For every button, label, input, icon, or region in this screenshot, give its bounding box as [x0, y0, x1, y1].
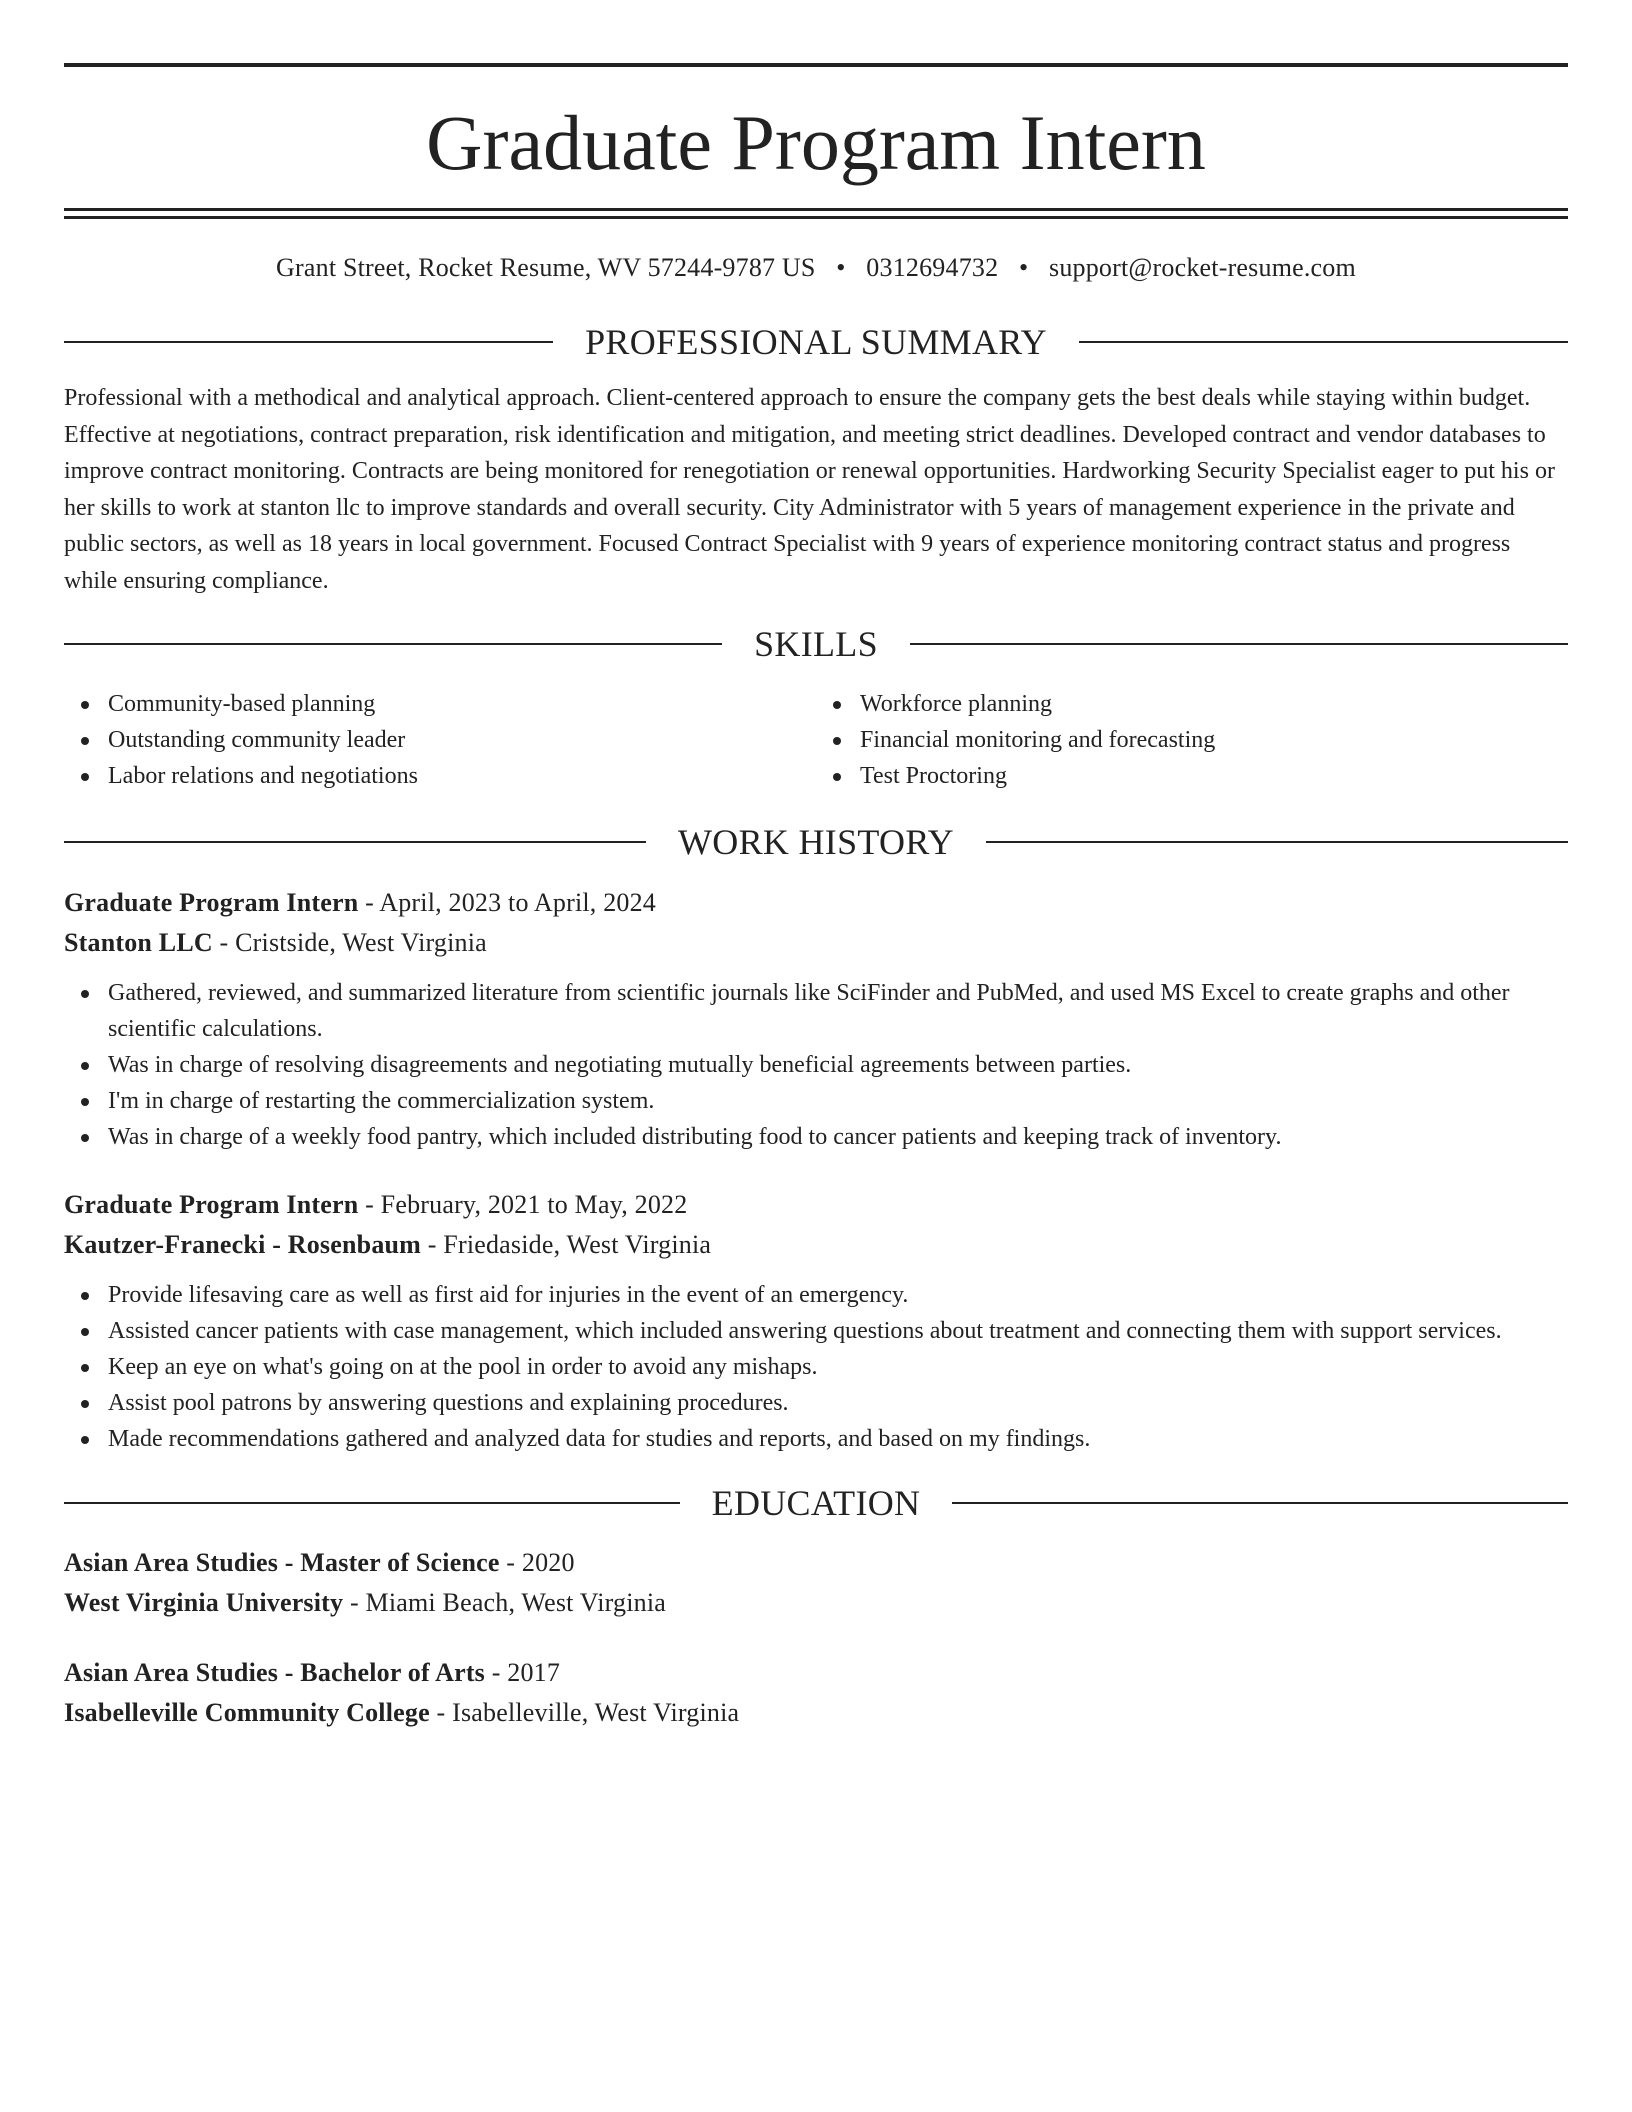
job-company-line	[64, 1225, 1568, 1265]
skill-item: Outstanding community leader	[108, 722, 816, 758]
contact-separator: •	[1019, 253, 1029, 282]
degree-line	[64, 1653, 1568, 1693]
job-role: Graduate Program Intern	[64, 887, 359, 917]
school-line	[64, 1693, 1568, 1733]
job-company: Stanton LLC	[64, 927, 213, 957]
job-entry	[64, 883, 1568, 1155]
job-title-line	[64, 883, 1568, 923]
job-bullet: Made recommendations gathered and analyzed data for studies and reports, and based on my findings.	[108, 1421, 1568, 1457]
job-role: Graduate Program Intern	[64, 1189, 359, 1219]
degree-line	[64, 1543, 1568, 1583]
job-bullet: Gathered, reviewed, and summarized literature from scientific journals like SciFinder and PubMed, and used MS Excel to create graphs and other scientific calculations.	[108, 975, 1568, 1047]
skill-item: Community-based planning	[108, 686, 816, 722]
section-heading-skills	[64, 624, 1568, 664]
heading-rule	[986, 841, 1568, 843]
top-rule	[64, 63, 1568, 67]
degree: Asian Area Studies - Master of Science	[64, 1547, 500, 1577]
job-title-line	[64, 1185, 1568, 1225]
heading-rule	[952, 1502, 1568, 1504]
skills-list-left	[64, 686, 816, 794]
section-title: EDUCATION	[711, 1482, 921, 1523]
header-double-rule	[64, 208, 1568, 219]
job-dates: - April, 2023 to April, 2024	[358, 887, 656, 917]
section-heading-work	[64, 822, 1568, 862]
job-bullet: Was in charge of a weekly food pantry, which included distributing food to cancer patients and keeping track of inventory.	[108, 1119, 1568, 1155]
school: Isabelleville Community College	[64, 1697, 430, 1727]
summary-text: Professional with a methodical and analytical approach. Client-centered approach to ensure the company gets the best deals while staying within budget. Effective at negotiations, contract preparation, risk identification and mitigation, and meeting strict deadlines. Developed contract and vendor databases to improve contract monitoring. Contracts are being monitored for renegotiation or renewal opportunities. Hardworking Security Specialist eager to put his or her skills to work at stanton llc to improve standards and overall security. City Administrator with 5 years of management experience in the private and public sectors, as well as 18 years in local government. Focused Contract Specialist with 9 years of experience monitoring contract status and progress while ensuring compliance.	[64, 385, 1555, 594]
heading-rule	[1079, 341, 1568, 343]
school: West Virginia University	[64, 1587, 344, 1617]
heading-rule	[64, 643, 722, 645]
contact-phone: 0312694732	[866, 253, 999, 282]
heading-rule	[64, 1502, 680, 1504]
education-entry	[64, 1543, 1568, 1623]
section-heading-summary	[64, 322, 1568, 362]
job-entry	[64, 1185, 1568, 1457]
job-bullet: Was in charge of resolving disagreements and negotiating mutually beneficial agreements between parties.	[108, 1047, 1568, 1083]
heading-rule	[64, 841, 646, 843]
job-bullet: I'm in charge of restarting the commercialization system.	[108, 1083, 1568, 1119]
job-location: - Cristside, West Virginia	[212, 927, 487, 957]
section-title: SKILLS	[754, 623, 878, 664]
education-entry	[64, 1653, 1568, 1733]
job-bullets	[64, 1277, 1568, 1457]
skill-item: Test Proctoring	[860, 758, 1568, 794]
school-location: - Miami Beach, West Virginia	[343, 1587, 667, 1617]
degree-year: - 2017	[485, 1657, 561, 1687]
section-heading-education	[64, 1483, 1568, 1523]
section-title: PROFESSIONAL SUMMARY	[585, 322, 1047, 362]
heading-rule	[910, 643, 1568, 645]
job-company-line	[64, 923, 1568, 963]
degree-year: - 2020	[499, 1547, 575, 1577]
job-location: - Friedaside, West Virginia	[421, 1229, 712, 1259]
skill-item: Labor relations and negotiations	[108, 758, 816, 794]
section-title: WORK HISTORY	[678, 821, 954, 862]
skills-columns	[64, 686, 1568, 794]
skill-item: Workforce planning	[860, 686, 1568, 722]
skill-item: Financial monitoring and forecasting	[860, 722, 1568, 758]
contact-address: Grant Street, Rocket Resume, WV 57244-9787 US	[276, 253, 816, 282]
job-bullet: Keep an eye on what's going on at the pool in order to avoid any mishaps.	[108, 1349, 1568, 1385]
job-bullet: Provide lifesaving care as well as first aid for injuries in the event of an emergency.	[108, 1277, 1568, 1313]
job-company: Kautzer-Franecki - Rosenbaum	[64, 1229, 422, 1259]
school-location: - Isabelleville, West Virginia	[429, 1697, 740, 1727]
contact-separator: •	[836, 253, 846, 282]
candidate-name: Graduate Program Intern	[426, 99, 1206, 186]
degree: Asian Area Studies - Bachelor of Arts	[64, 1657, 486, 1687]
school-line	[64, 1583, 1568, 1623]
skills-list-right	[816, 686, 1568, 794]
job-dates: - February, 2021 to May, 2022	[358, 1189, 688, 1219]
contact-email: support@rocket-resume.com	[1049, 253, 1356, 282]
heading-rule	[64, 341, 553, 343]
job-bullets	[64, 975, 1568, 1155]
contact-line	[64, 252, 1568, 284]
job-bullet: Assisted cancer patients with case management, which included answering questions about treatment and connecting them with support services.	[108, 1313, 1568, 1349]
job-bullet: Assist pool patrons by answering questions and explaining procedures.	[108, 1385, 1568, 1421]
